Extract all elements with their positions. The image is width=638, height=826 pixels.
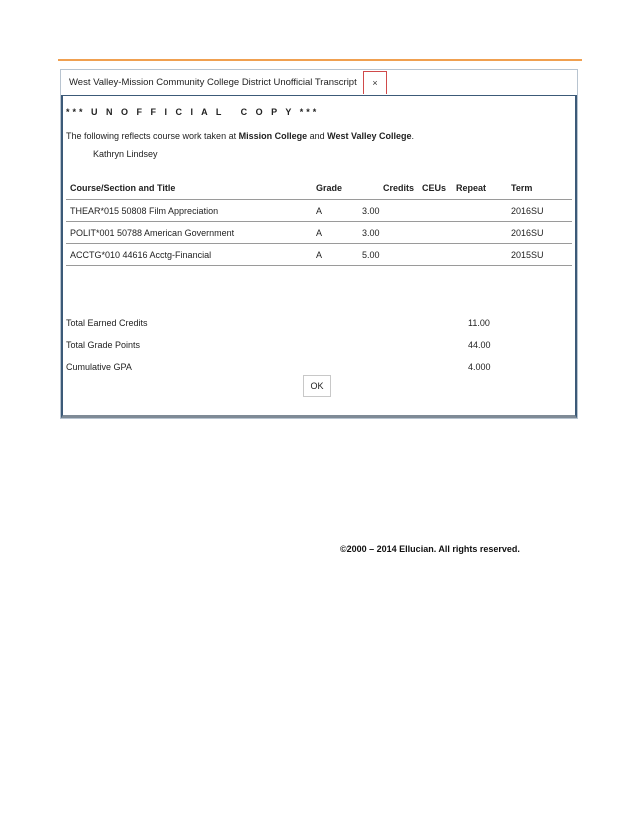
total-value: 11.00	[468, 318, 490, 328]
cell-course: THEAR*015 50808 Film Appreciation	[66, 200, 316, 222]
column-header-course: Course/Section and Title	[66, 177, 316, 200]
cell-term: 2016SU	[511, 200, 572, 222]
table-row	[66, 200, 572, 222]
cell-grade: A	[316, 244, 362, 266]
student-name: Kathryn Lindsey	[93, 149, 158, 159]
cell-term: 2016SU	[511, 222, 572, 244]
column-header-ceus: CEUs	[422, 177, 456, 200]
cell-credits: 3.00	[362, 222, 422, 244]
total-value: 44.00	[468, 340, 491, 350]
cell-course: POLIT*001 50788 American Government	[66, 222, 316, 244]
tab-bar	[61, 70, 577, 95]
ok-button[interactable]: OK	[303, 375, 331, 397]
statement-prefix: The following reflects course work taken at	[66, 131, 239, 141]
cell-term: 2015SU	[511, 244, 572, 266]
column-header-repeat: Repeat	[456, 177, 511, 200]
college-name-mission: Mission College	[238, 131, 308, 141]
cell-credits: 5.00	[362, 244, 422, 266]
course-table	[66, 177, 572, 266]
top-divider	[58, 59, 582, 61]
cell-repeat	[456, 222, 511, 244]
cell-repeat	[456, 200, 511, 222]
cell-course: ACCTG*010 44616 Acctg-Financial	[66, 244, 316, 266]
close-icon[interactable]: ×	[363, 71, 387, 94]
dialog-content	[66, 107, 572, 391]
total-value: 4.000	[468, 362, 491, 372]
table-row	[66, 244, 572, 266]
table-header-row	[66, 177, 572, 200]
cell-ceus	[422, 200, 456, 222]
total-earned-credits-row	[66, 312, 572, 334]
statement-suffix: .	[411, 131, 415, 141]
cell-grade: A	[316, 222, 362, 244]
total-grade-points-row	[66, 334, 572, 356]
total-label: Total Grade Points	[66, 340, 141, 350]
copyright-notice: ©2000 – 2014 Ellucian. All rights reserved.	[340, 544, 520, 554]
total-label: Cumulative GPA	[66, 362, 132, 372]
column-header-grade: Grade	[316, 177, 362, 200]
totals-section	[66, 312, 572, 378]
cell-ceus	[422, 222, 456, 244]
total-label: Total Earned Credits	[66, 318, 148, 328]
column-header-term: Term	[511, 177, 572, 200]
college-name-west-valley: West Valley College	[327, 131, 412, 141]
cell-credits: 3.00	[362, 200, 422, 222]
column-header-credits: Credits	[362, 177, 422, 200]
table-row	[66, 222, 572, 244]
cell-grade: A	[316, 200, 362, 222]
cell-ceus	[422, 244, 456, 266]
statement-and: and	[307, 131, 328, 141]
transcript-dialog	[60, 69, 578, 419]
coursework-statement	[66, 131, 572, 141]
cell-repeat	[456, 244, 511, 266]
unofficial-copy-heading: *** U N O F F I C I A L C O P Y ***	[66, 107, 320, 117]
tab-transcript[interactable]: West Valley-Mission Community College District Unofficial Transcript	[69, 77, 357, 88]
